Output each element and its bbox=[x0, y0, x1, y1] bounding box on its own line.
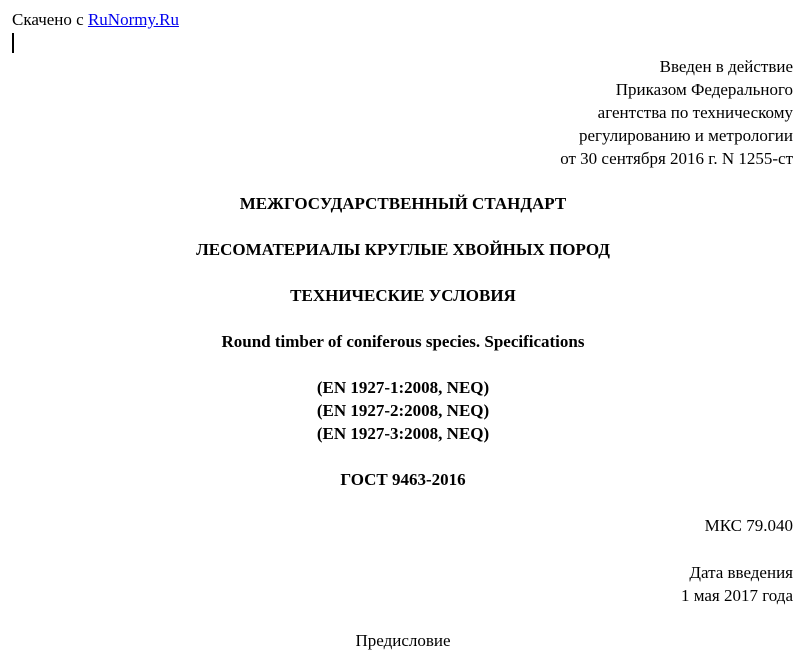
document-title: ЛЕСОМАТЕРИАЛЫ КРУГЛЫЕ ХВОЙНЫХ ПОРОД bbox=[196, 240, 610, 259]
approval-line: от 30 сентября 2016 г. N 1255-ст bbox=[560, 149, 793, 168]
document-title-english: Round timber of coniferous species. Specifications bbox=[221, 332, 585, 351]
source-prefix: Скачено с bbox=[12, 10, 88, 29]
approval-line: регулированию и метрологии bbox=[578, 126, 793, 145]
reference-item: (EN 1927-2:2008, NEQ) bbox=[316, 401, 490, 420]
document-subtitle: ТЕХНИЧЕСКИЕ УСЛОВИЯ bbox=[290, 286, 516, 305]
introduction-date-value: 1 мая 2017 года bbox=[680, 586, 793, 605]
references-block bbox=[0, 376, 799, 445]
introduction-date-label: Дата введения bbox=[689, 563, 793, 582]
approval-line: Введен в действие bbox=[659, 57, 793, 76]
approval-line: Приказом Федерального bbox=[615, 80, 793, 99]
standard-number: ГОСТ 9463-2016 bbox=[340, 470, 466, 489]
approval-block bbox=[560, 55, 793, 170]
source-link[interactable]: RuNormy.Ru bbox=[87, 10, 179, 29]
introduction-date-block bbox=[681, 561, 793, 607]
text-cursor bbox=[12, 33, 14, 53]
mks-code: МКС 79.040 bbox=[704, 516, 793, 535]
approval-line: агентства по техническому bbox=[597, 103, 793, 122]
standard-category: МЕЖГОСУДАРСТВЕННЫЙ СТАНДАРТ bbox=[239, 194, 567, 213]
source-line bbox=[12, 8, 179, 31]
foreword-heading: Предисловие bbox=[355, 631, 451, 650]
reference-item: (EN 1927-3:2008, NEQ) bbox=[316, 424, 490, 443]
reference-item: (EN 1927-1:2008, NEQ) bbox=[316, 378, 490, 397]
